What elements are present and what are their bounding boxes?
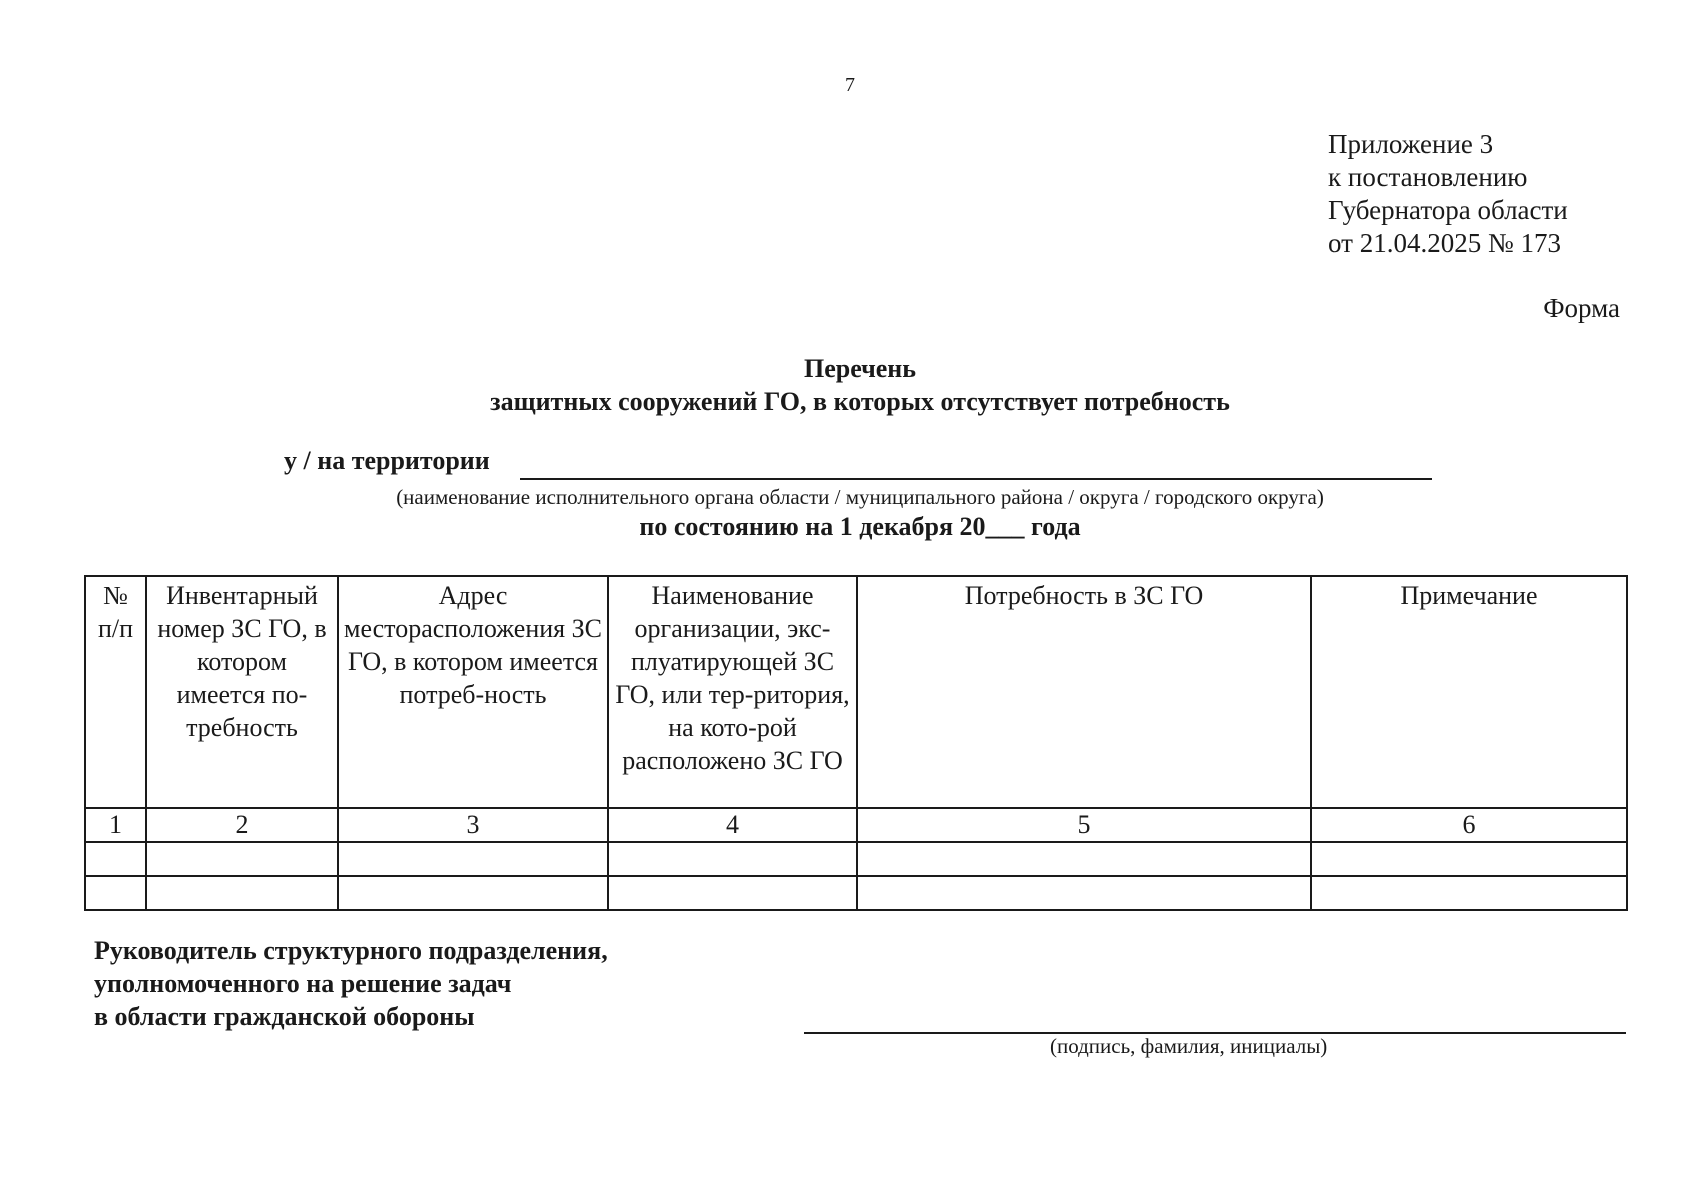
table-cell[interactable] bbox=[85, 876, 146, 910]
table-cell[interactable] bbox=[1311, 842, 1627, 876]
column-header: Адрес месторасположения ЗС ГО, в котором имеется потреб-ность bbox=[338, 576, 608, 808]
column-header: № п/п bbox=[85, 576, 146, 808]
page-number: 7 bbox=[845, 74, 855, 96]
territory-label: у / на территории bbox=[284, 446, 490, 475]
table-header-row bbox=[85, 576, 1627, 808]
table-cell[interactable] bbox=[338, 842, 608, 876]
column-header: Примечание bbox=[1311, 576, 1627, 808]
table-row bbox=[85, 842, 1627, 876]
signer-line: в области гражданской обороны bbox=[94, 1002, 475, 1031]
column-header: Инвентарный номер ЗС ГО, в котором имеется по-требность bbox=[146, 576, 338, 808]
column-number: 2 bbox=[146, 808, 338, 842]
table-cell[interactable] bbox=[146, 842, 338, 876]
signer-block bbox=[94, 934, 608, 1033]
form-table bbox=[84, 575, 1628, 911]
appendix-line: Губернатора области bbox=[1328, 195, 1568, 225]
table-cell[interactable] bbox=[608, 876, 857, 910]
territory-fill-line[interactable] bbox=[520, 478, 1432, 480]
column-number: 5 bbox=[857, 808, 1311, 842]
form-label: Форма bbox=[1543, 293, 1620, 323]
column-number: 6 bbox=[1311, 808, 1627, 842]
signer-line: Руководитель структурного подразделения, bbox=[94, 936, 608, 965]
date-line: по состоянию на 1 декабря 20___ года bbox=[639, 512, 1081, 541]
table-cell[interactable] bbox=[1311, 876, 1627, 910]
title-line: защитных сооружений ГО, в которых отсутствует потребность bbox=[490, 387, 1230, 416]
column-number: 3 bbox=[338, 808, 608, 842]
column-number: 1 bbox=[85, 808, 146, 842]
table-cell[interactable] bbox=[146, 876, 338, 910]
column-number-row bbox=[85, 808, 1627, 842]
appendix-line: от 21.04.2025 № 173 bbox=[1328, 228, 1561, 258]
column-header: Наименование организации, экс-плуатирующей ЗС ГО, или тер-ритория, на кото-рой расположено ЗС ГО bbox=[608, 576, 857, 808]
appendix-line: Приложение 3 bbox=[1328, 129, 1494, 159]
territory-caption: (наименование исполнительного органа области / муниципального района / округа / городского округа) bbox=[396, 485, 1324, 509]
column-header: Потребность в ЗС ГО bbox=[857, 576, 1311, 808]
table-cell[interactable] bbox=[338, 876, 608, 910]
signer-line: уполномоченного на решение задач bbox=[94, 969, 512, 998]
column-number: 4 bbox=[608, 808, 857, 842]
table-cell[interactable] bbox=[857, 842, 1311, 876]
table-cell[interactable] bbox=[608, 842, 857, 876]
table-cell[interactable] bbox=[85, 842, 146, 876]
appendix-block bbox=[1328, 128, 1568, 260]
signature-caption: (подпись, фамилия, инициалы) bbox=[1050, 1034, 1328, 1058]
appendix-line: к постановлению bbox=[1328, 162, 1528, 192]
title-line: Перечень bbox=[803, 354, 917, 383]
table-row bbox=[85, 876, 1627, 910]
document-title bbox=[0, 352, 1700, 418]
table-cell[interactable] bbox=[857, 876, 1311, 910]
